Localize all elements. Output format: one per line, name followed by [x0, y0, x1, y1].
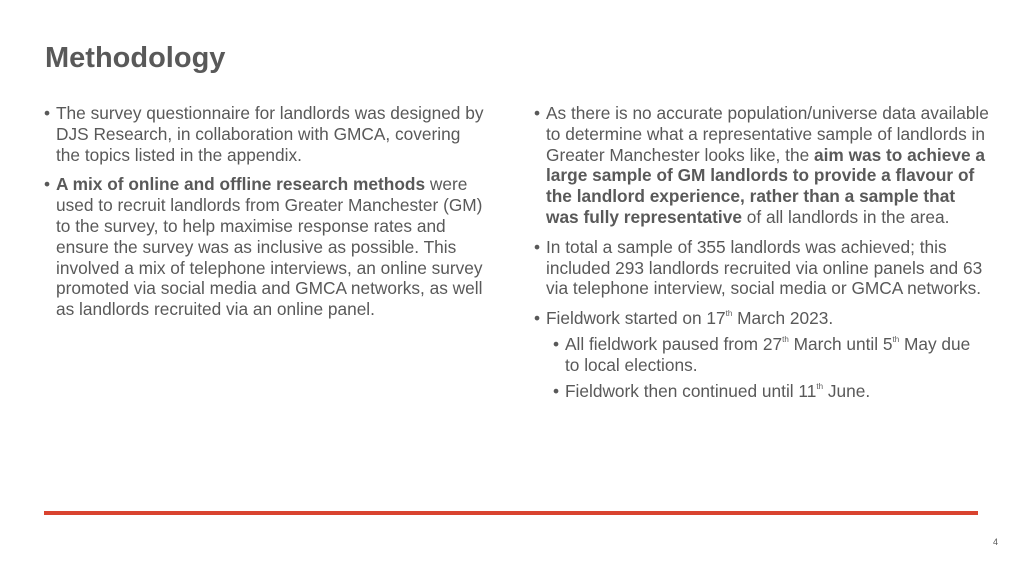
- ordinal-suffix: th: [816, 381, 824, 391]
- bullet-bold-text: A mix of online and offline research methods: [56, 174, 426, 195]
- bullet-sample-size: [534, 237, 989, 299]
- bullet-text: Fieldwork then continued until 11: [565, 380, 817, 401]
- ordinal-suffix: th: [782, 334, 789, 344]
- bullet-text: were used to recruit landlords from Greater Manchester (GM) to the survey, to help maximise response rates and ensure the survey was as inclusive as possible. This involved a mix of telephone interviews, an online survey promoted via social media and GMCA networks, as well as landlords recruited via an online panel.: [56, 174, 483, 320]
- ordinal-suffix: th: [892, 334, 900, 344]
- bullet-dot: •: [534, 103, 541, 123]
- bullet-text: March 2023.: [732, 308, 834, 329]
- bullet-text: In total a sample of 355 landlords was achieved; this included 293 landlords recruited via online panels and 63 via telephone interview, social media or GMCA networks.: [546, 236, 983, 299]
- bullet-bold-text: aim was to achieve a large sample of GM landlords to provide a flavour of the landlord experience, rather than a sample that was fully representative: [546, 144, 985, 227]
- accent-divider: [44, 511, 978, 515]
- bullet-text: All fieldwork paused from 27: [565, 333, 783, 354]
- bullet-fieldwork-start: [534, 308, 989, 329]
- bullet-dot: •: [553, 333, 560, 354]
- bullet-dot: •: [534, 236, 541, 257]
- bullet-text: As there is no accurate population/universe data available to determine what a representative sample of landlords in Greater Manchester looks like, the: [546, 103, 989, 165]
- bullet-text: March until 5: [788, 333, 893, 354]
- left-column: [44, 103, 484, 329]
- bullet-text: of all landlords in the area.: [741, 206, 950, 227]
- right-column: [534, 103, 989, 406]
- bullet-dot: •: [553, 380, 560, 401]
- bullet-dot: •: [534, 308, 541, 329]
- slide-title: Methodology: [45, 42, 226, 74]
- bullet-text: June.: [823, 380, 871, 401]
- page-number: 4: [992, 537, 998, 547]
- bullet-dot: •: [44, 174, 51, 195]
- bullet-questionnaire: [44, 103, 484, 165]
- bullet-text: The survey questionnaire for landlords was designed by DJS Research, in collaboration with GMCA, covering the topics listed in the appendix.: [56, 103, 484, 165]
- bullet-research-methods: [44, 174, 484, 320]
- subbullet-fieldwork-paused: [553, 334, 989, 376]
- ordinal-suffix: th: [725, 309, 733, 319]
- bullet-sample-aim: [534, 103, 989, 228]
- bullet-text: Fieldwork started on 17: [546, 308, 726, 329]
- bullet-dot: •: [44, 103, 51, 123]
- subbullet-fieldwork-continued: [553, 381, 989, 402]
- bullet-text: May due to local elections.: [565, 333, 971, 375]
